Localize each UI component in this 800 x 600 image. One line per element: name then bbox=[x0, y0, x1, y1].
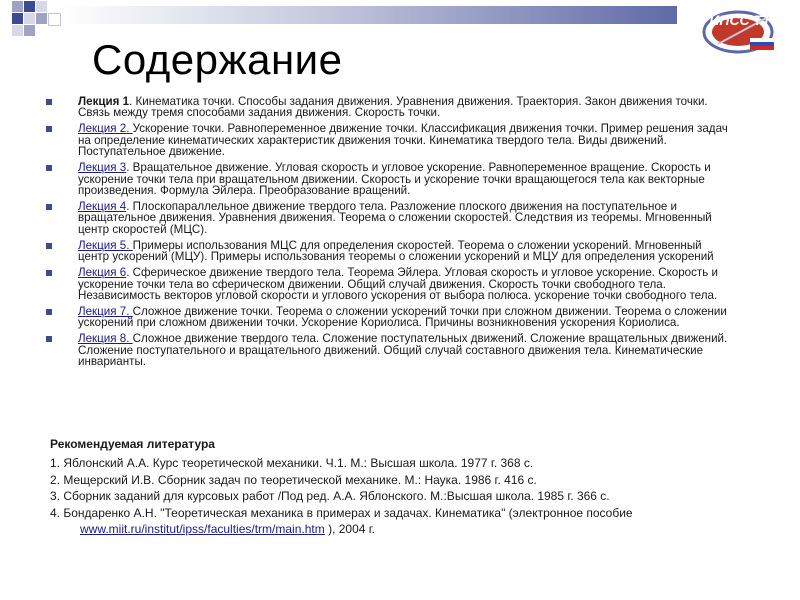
bullet-icon bbox=[46, 309, 52, 315]
lecture-link[interactable]: Лекция 4 bbox=[78, 200, 127, 214]
bullet-icon bbox=[46, 243, 52, 249]
lecture-item bbox=[60, 306, 732, 329]
literature-heading: Рекомендуемая литература bbox=[50, 437, 215, 451]
literature-item: 2. Мещерский И.В. Сборник задач по теоретической механике. М.: Наука. 1986 г. 416 с. bbox=[50, 472, 537, 487]
decor-square bbox=[36, 1, 47, 12]
bullet-icon bbox=[46, 99, 52, 105]
decor-square bbox=[12, 13, 23, 24]
lecture-text: . Плоскопараллельное движение твердого тела. Разложение плоского движения на поступательное и вращательное движения. Уравнения движения. Теорема о сложении скоростей. Следствия из теоремы. Мгновенный центр скоростей (МЦС). bbox=[78, 200, 712, 236]
lecture-text: . Вращательное движение. Угловая скорость и угловое ускорение. Равнопеременное вращение. Скорость и ускорение точки тела при вращательном движении. Скорость и ускорение точки вращающегося тела как векторные произведения. Формула Эйлера. Преобразование вращений. bbox=[78, 161, 711, 198]
bullet-icon bbox=[46, 126, 52, 132]
decor-square bbox=[36, 13, 47, 24]
lecture-item bbox=[60, 96, 732, 119]
decor-square bbox=[24, 25, 35, 36]
literature-url-suffix: ), 2004 г. bbox=[324, 522, 376, 536]
decor-square bbox=[12, 25, 23, 36]
lecture-text: . Кинематика точки. Способы задания движения. Уравнения движения. Траектория. Закон движения точки. Связь между тремя способами задания движения. Скорость точки. bbox=[78, 95, 708, 120]
bullet-icon bbox=[46, 270, 52, 276]
institute-logo bbox=[700, 4, 784, 56]
decor-gradient-bar bbox=[62, 6, 677, 24]
literature-url-link[interactable]: www.miit.ru/institut/ipss/faculties/trm/main.htm bbox=[80, 522, 325, 536]
lecture-text: Ускорение точки. Равнопеременное движение точки. Классификация движения точки. Пример решения задач на определение кинематических характеристик движения точки. Кинематика твердого тела. Виды движений. Поступательное движение. bbox=[78, 122, 728, 159]
literature-list bbox=[50, 455, 750, 538]
lecture-link[interactable]: Лекция 2. bbox=[78, 122, 133, 136]
decor-square bbox=[12, 1, 23, 12]
decor-square bbox=[24, 13, 35, 24]
bullet-icon bbox=[46, 204, 52, 210]
lecture-text: Примеры использования МЦС для определения скоростей. Теорема о сложении ускорений. Мгновенный центр ускорений (МЦУ). Примеры использования теоремы о сложении ускорений и МЦУ для определения ускорений bbox=[78, 238, 714, 264]
literature-item: 4. Бондаренко А.Н. "Теоретическая механика в примерах и задачах. Кинематика" (электронное пособие bbox=[50, 505, 633, 520]
lecture-item bbox=[60, 201, 732, 235]
decor-square bbox=[48, 13, 61, 26]
slide-title: Содержание bbox=[92, 36, 343, 83]
top-decor-band bbox=[0, 0, 800, 38]
bullet-icon bbox=[46, 165, 52, 171]
lecture-label: Лекция 1 bbox=[78, 95, 130, 108]
lecture-link[interactable]: Лекция 3 bbox=[78, 161, 127, 175]
lecture-item bbox=[60, 267, 732, 301]
literature-item: 3. Сборник заданий для курсовых работ /Под ред. А.А. Яблонского. М.:Высшая школа. 1985 г. 366 с. bbox=[50, 489, 610, 503]
lecture-item bbox=[60, 333, 732, 367]
lecture-item bbox=[60, 240, 732, 263]
logo-text: ИПСС ТТ bbox=[709, 12, 771, 28]
bullet-icon bbox=[46, 336, 52, 342]
lecture-link[interactable]: Лекция 8. bbox=[78, 332, 133, 346]
lecture-item bbox=[60, 123, 732, 157]
lecture-link[interactable]: Лекция 5. bbox=[78, 238, 133, 252]
literature-item-continuation bbox=[50, 521, 750, 538]
lecture-text: Сложное движение точки. Теорема о сложении ускорений точки при сложном движении. Теорема о сложении ускорений при сложном движении точки. Ускорение Кориолиса. Причины возникновения ускорения Кориолиса. bbox=[78, 305, 727, 330]
lecture-text: Сложное движение твердого тела. Сложение поступательных движений. Сложение вращательных движений. Сложение поступательного и вращательного движений. Общий случай составного движения тела. Кинематические инварианты. bbox=[78, 332, 728, 369]
lecture-link[interactable]: Лекция 7. bbox=[78, 305, 133, 319]
lecture-item bbox=[60, 162, 732, 196]
lecture-list bbox=[60, 96, 732, 372]
lecture-link[interactable]: Лекция 6 bbox=[78, 266, 127, 280]
decor-square bbox=[24, 1, 35, 12]
lecture-text: . Сферическое движение твердого тела. Теорема Эйлера. Угловая скорость и угловое ускорение. Скорость и ускорение точки тела во сферическом движении. Общий случай движения. Скорость точки свободного тела. Независимость векторов угловой скорости и углового ускорения от выбора полюса. ускорение точки свободного тела. bbox=[78, 266, 718, 303]
literature-item: 1. Яблонский А.А. Курс теоретической механики. Ч.1. М.: Высшая школа. 1977 г. 368 с. bbox=[50, 456, 534, 470]
